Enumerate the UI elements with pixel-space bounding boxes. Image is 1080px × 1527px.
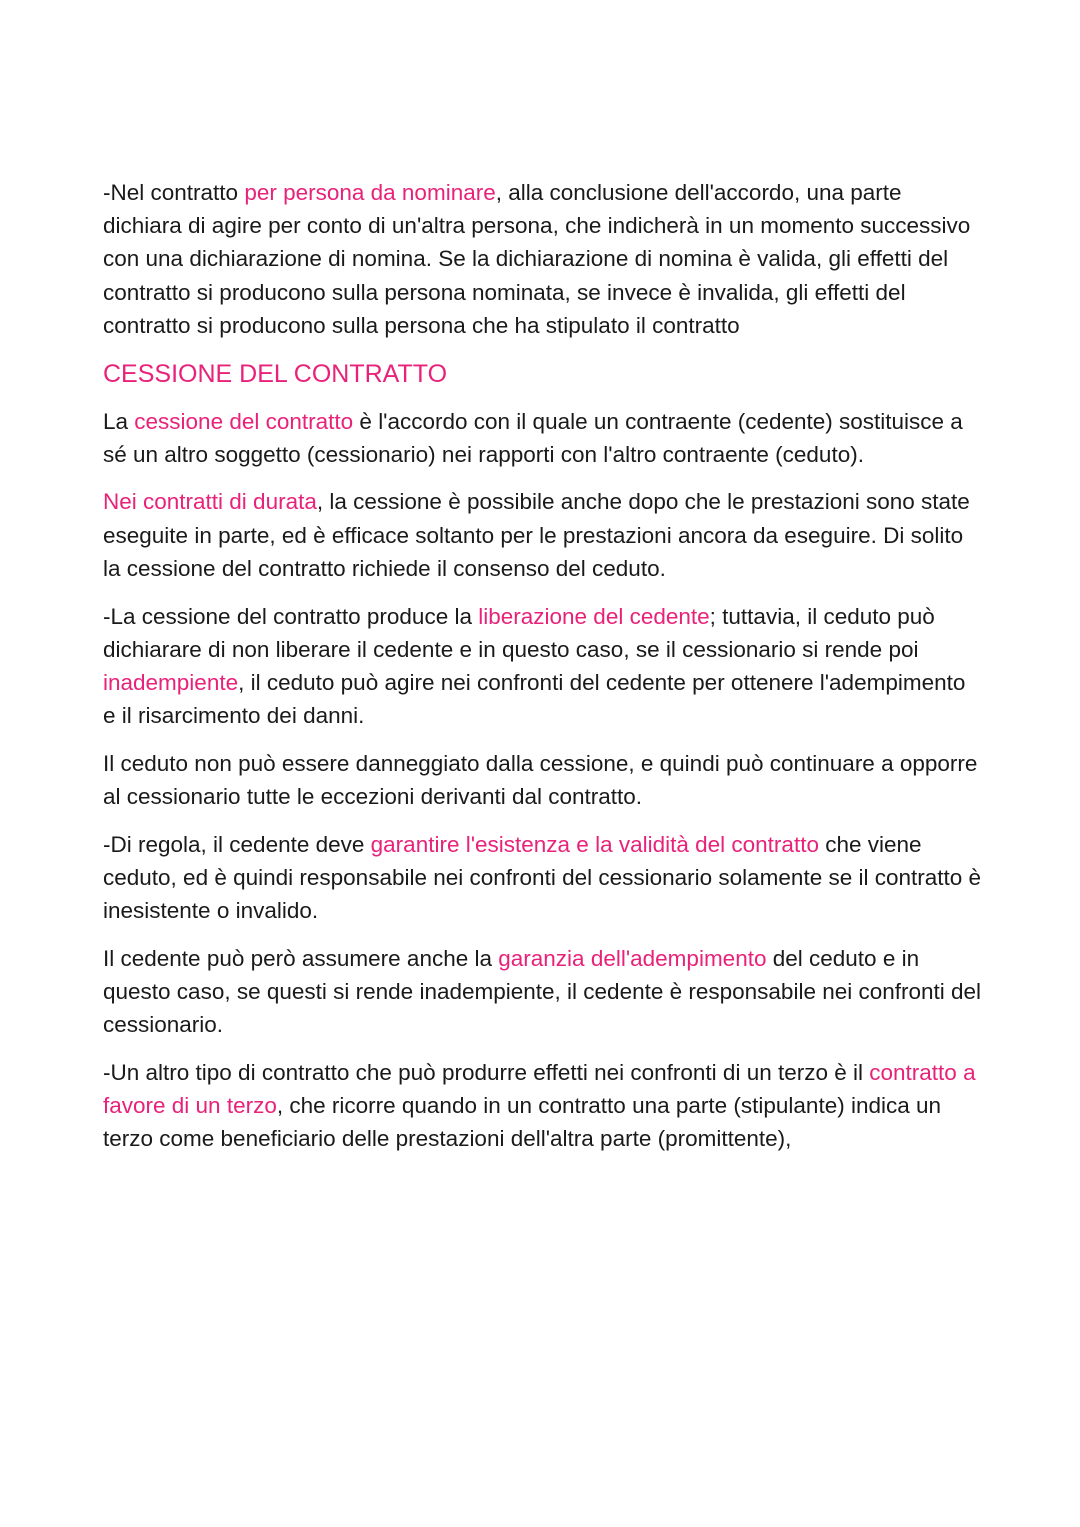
text-run: è l'accordo con il quale un contraente (cedente) sostituisce a sé un altro soggetto (cessionario) nei rapporti con l'altro contraente (ceduto).	[103, 408, 963, 467]
text-run: , che ricorre quando in un contratto una parte (stipulante) indica un terzo come beneficiario delle prestazioni dell'altra parte (promittente),	[103, 1093, 942, 1152]
text-run: -La cessione del contratto produce la	[103, 603, 479, 629]
text-run: Il cedente può però assumere anche la	[103, 945, 499, 971]
highlighted-term: contratto a favore di un terzo	[103, 1059, 976, 1119]
highlighted-term: inadempiente	[103, 669, 239, 695]
text-run: Il ceduto non può essere danneggiato dalla cessione, e quindi può continuare a opporre al cessionario tutte le eccezioni derivanti dal contratto.	[103, 750, 978, 810]
text-run: -Nel contratto	[103, 180, 245, 205]
text-run: , alla conclusione dell'accordo, una parte dichiara di agire per conto di un'altra persona, che indicherà in un momento successivo con una dichiarazione di nomina. Se la dichiarazione di nomina è valida, gli effetti del contratto si producono sulla persona nominata, se invece è invalida, gli effetti del contratto si producono sulla persona che ha stipulato il contratto	[103, 180, 971, 338]
highlighted-term: cessione del contratto	[134, 408, 354, 434]
highlighted-term: per persona da nominare	[244, 180, 496, 205]
paragraph-garanzia-esistenza	[103, 828, 983, 928]
text-run: ; tuttavia, il ceduto può dichiarare di non liberare il cedente e in questo caso, se il cessionario si rende poi	[103, 603, 935, 662]
paragraph-cessione-definition	[103, 405, 983, 471]
text-run: , la cessione è possibile anche dopo che le prestazioni sono state eseguite in parte, ed è efficace soltanto per le prestazioni ancora da eseguire. Di solito la cessione del contratto richiede il consenso del ceduto.	[103, 489, 970, 581]
paragraph-persona-da-nominare	[103, 176, 983, 342]
text-run: , il ceduto può agire nei confronti del cedente per ottenere l'adempimento e il risarcimento dei danni.	[103, 669, 966, 729]
paragraph-liberazione-cedente	[103, 600, 983, 733]
paragraph-contratti-di-durata	[103, 485, 983, 585]
highlighted-term: garanzia dell'adempimento	[498, 945, 767, 971]
highlighted-term: liberazione del cedente	[478, 603, 710, 629]
highlighted-term: Nei contratti di durata	[103, 489, 317, 515]
text-run: -Di regola, il cedente deve	[103, 831, 371, 857]
text-run: -Un altro tipo di contratto che può produrre effetti nei confronti di un terzo è il	[103, 1059, 870, 1085]
paragraph-garanzia-adempimento	[103, 942, 983, 1042]
document-page	[103, 176, 983, 1170]
text-run: che viene ceduto, ed è quindi responsabile nei confronti del cessionario solamente se il contratto è inesistente o invalido.	[103, 831, 982, 924]
text-run: La	[103, 408, 135, 434]
section-heading: CESSIONE DEL CONTRATTO	[103, 359, 448, 388]
paragraph-ceduto-eccezioni	[103, 747, 983, 813]
paragraph-contratto-favore-terzo	[103, 1056, 983, 1156]
text-run: del ceduto e in questo caso, se questi si rende inadempiente, il cedente è responsabile nei confronti del cessionario.	[103, 945, 982, 1038]
highlighted-term: garantire l'esistenza e la validità del contratto	[370, 831, 819, 857]
